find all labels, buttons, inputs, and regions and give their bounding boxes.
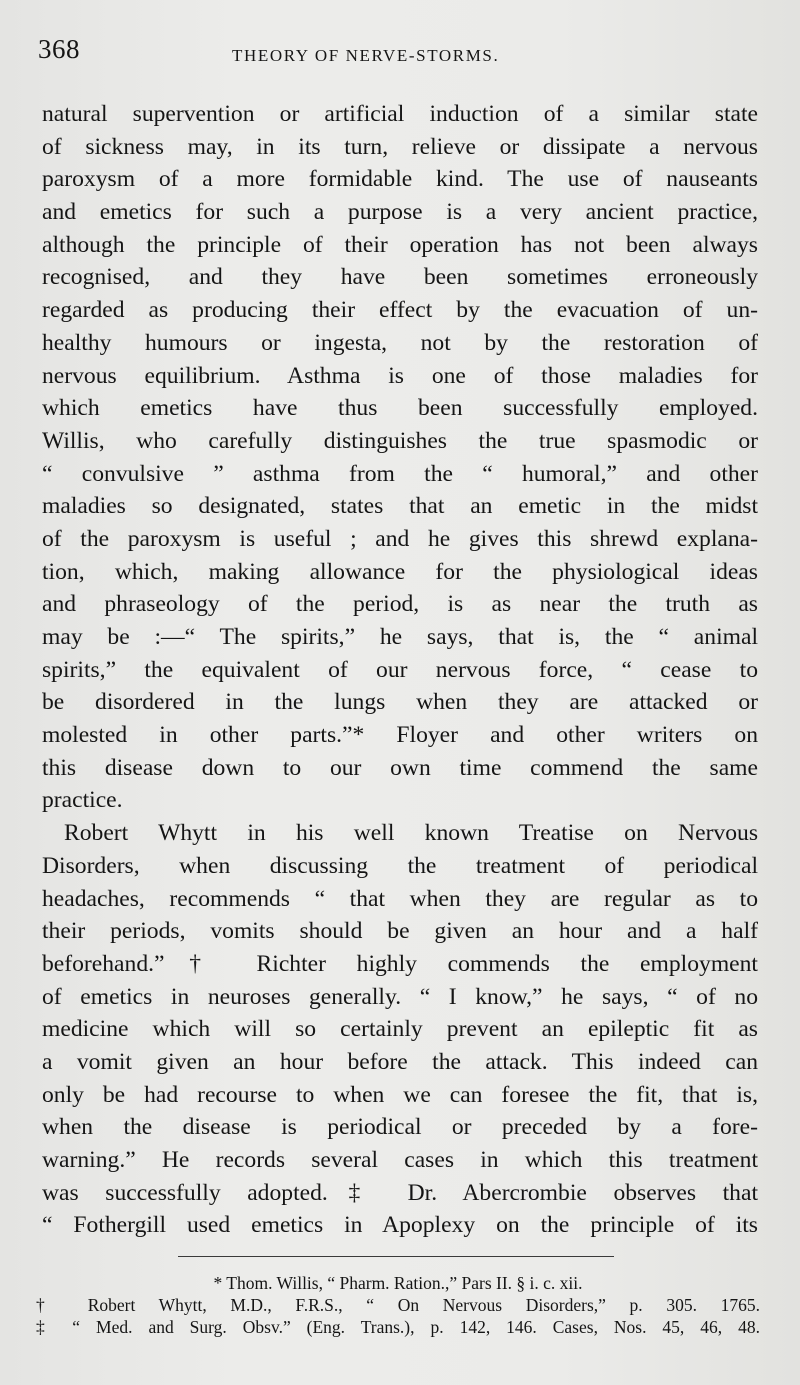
- text-line: warning.” He records several cases in which this treatment: [42, 1147, 758, 1173]
- text-line: Disorders, when discussing the treatment of periodical: [42, 852, 758, 879]
- page-header: [38, 30, 760, 70]
- body-text: [42, 98, 758, 1242]
- text-line: practice.: [42, 787, 123, 814]
- text-line: of emetics in neuroses generally. “ I know,” he says, “ of no: [42, 983, 758, 1010]
- text-line: maladies so designated, states that an emetic in the midst: [42, 493, 758, 520]
- text-line: be disordered in the lungs when they are attacked or: [42, 689, 758, 716]
- footnotes: [36, 1272, 760, 1338]
- text-line: may be :—“ The spirits,” he says, that is, the “ animal: [42, 624, 758, 650]
- text-line: molested in other parts.”* Floyer and other writers on: [42, 722, 758, 749]
- text-line: only be had recourse to when we can foresee the fit, that is,: [42, 1081, 758, 1108]
- text-line: their periods, vomits should be given an hour and a half: [42, 918, 758, 945]
- text-line: tion, which, making allowance for the physiological ideas: [42, 558, 758, 585]
- text-line: medicine which will so certainly prevent an epileptic fit as: [42, 1016, 758, 1043]
- footnote: * Thom. Willis, “ Pharm. Ration.,” Pars II. § i. c. xii.: [213, 1273, 583, 1293]
- text-line: natural supervention or artificial induction of a similar state: [42, 101, 758, 127]
- text-line: which emetics have thus been successfully employed.: [42, 395, 758, 422]
- footnote: ‡ “ Med. and Surg. Obsv.” (Eng. Trans.), p. 142, 146. Cases, Nos. 45, 46, 48.: [36, 1317, 760, 1337]
- running-title: THEORY OF NERVE-STORMS.: [232, 46, 500, 65]
- text-line: paroxysm of a more formidable kind. The use of nauseants: [42, 166, 758, 193]
- text-line: nervous equilibrium. Asthma is one of those maladies for: [42, 362, 758, 389]
- paragraph-start-line: Robert Whytt in his well known Treatise on Nervous: [64, 820, 758, 847]
- text-line: although the principle of their operation has not been always: [42, 231, 758, 258]
- text-line: regarded as producing their effect by the evacuation of un-: [42, 297, 758, 324]
- text-line: Willis, who carefully distinguishes the true spasmodic or: [42, 427, 758, 454]
- text-line: and emetics for such a purpose is a very ancient practice,: [42, 199, 758, 226]
- text-line: and phraseology of the period, is as near the truth as: [42, 591, 758, 618]
- text-line: when the disease is periodical or preceded by a fore-: [42, 1114, 758, 1141]
- text-line: of the paroxysm is useful ; and he gives this shrewd explana-: [42, 525, 758, 552]
- text-line: a vomit given an hour before the attack. This indeed can: [42, 1048, 758, 1075]
- text-line: beforehand.”† Richter highly commends the employment: [42, 950, 758, 977]
- text-line: of sickness may, in its turn, relieve or dissipate a nervous: [42, 133, 758, 160]
- footnote: † Robert Whytt, M.D., F.R.S., “ On Nervous Disorders,” p. 305. 1765.: [36, 1295, 760, 1315]
- text-line: healthy humours or ingesta, not by the restoration of: [42, 329, 758, 356]
- text-line: this disease down to our own time commend the same: [42, 754, 758, 781]
- footnote-divider: [178, 1256, 614, 1257]
- text-line: headaches, recommends “ that when they are regular as to: [42, 885, 758, 912]
- text-line: “ Fothergill used emetics in Apoplexy on the principle of its: [42, 1212, 758, 1239]
- text-line: recognised, and they have been sometimes erroneously: [42, 264, 758, 291]
- text-line: spirits,” the equivalent of our nervous force, “ cease to: [42, 656, 758, 683]
- page-number: 368: [38, 34, 80, 64]
- text-line: was successfully adopted.‡ Dr. Abercrombie observes that: [42, 1179, 758, 1206]
- text-line: “ convulsive ” asthma from the “ humoral,” and other: [42, 460, 758, 487]
